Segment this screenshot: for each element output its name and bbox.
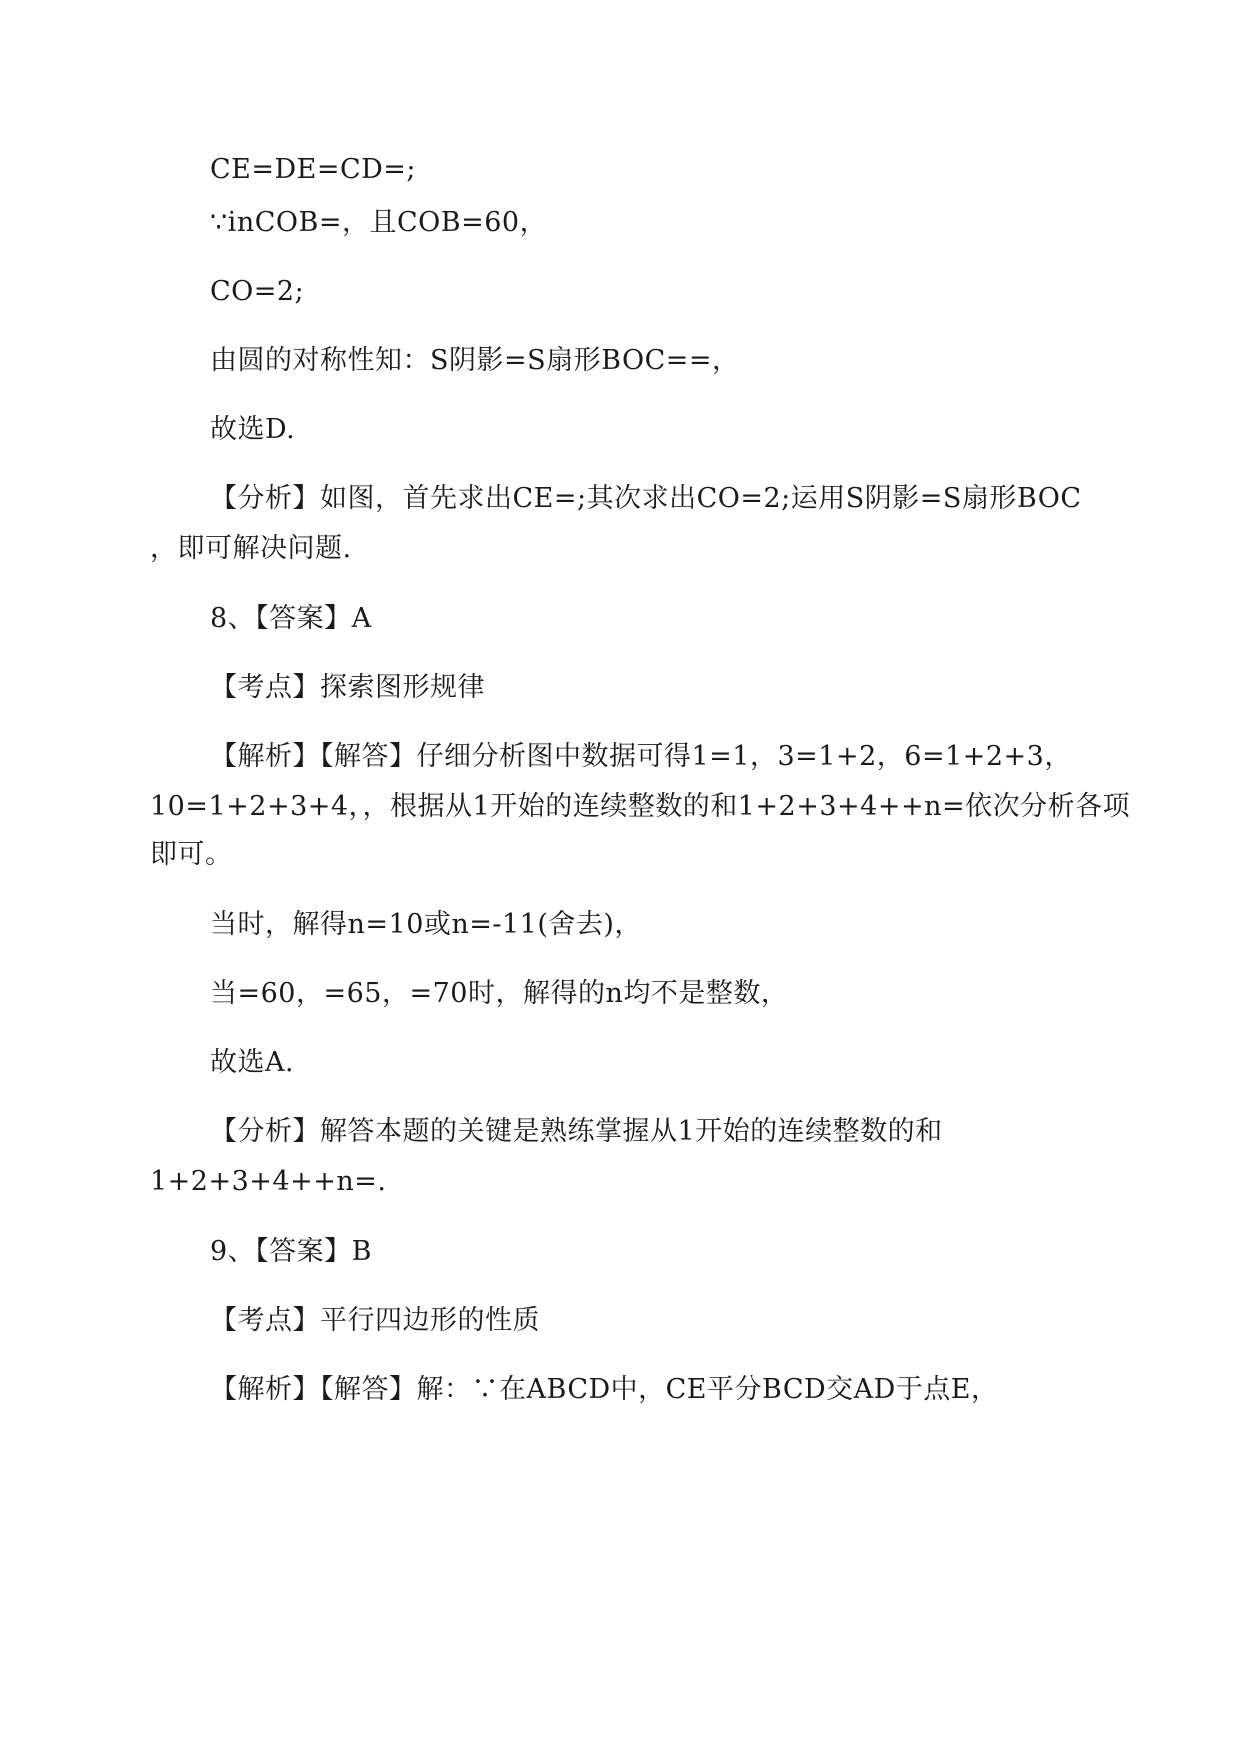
answer-heading: 9、【答案】B xyxy=(210,1236,373,1267)
topic-line: 【考点】探索图形规律 xyxy=(210,672,485,703)
text-line: 当=60，=65，=70时，解得的n均不是整数， xyxy=(210,978,789,1009)
analysis-line: 【分析】解答本题的关键是熟练掌握从1开始的连续整数的和 xyxy=(210,1116,943,1147)
answer-heading: 8、【答案】A xyxy=(210,603,372,634)
solution-line: 【解析】【解答】仔细分析图中数据可得1=1，3=1+2，6=1+2+3， xyxy=(210,741,1072,772)
text-line: ∵inCOB=，且COB=60， xyxy=(210,207,548,238)
analysis-line: ，即可解决问题. xyxy=(150,533,352,564)
text-line: 故选A. xyxy=(210,1047,295,1078)
analysis-line: 【分析】如图，首先求出CE=;其次求出CO=2;运用S阴影=S扇形BOC xyxy=(210,483,1082,514)
text-line: 故选D. xyxy=(210,414,296,445)
text-line: CO=2; xyxy=(210,276,305,307)
solution-line: 【解析】【解答】解：∵在ABCD中，CE平分BCD交AD于点E， xyxy=(210,1374,999,1405)
topic-line: 【考点】平行四边形的性质 xyxy=(210,1305,540,1336)
solution-line: 即可。 xyxy=(150,839,233,870)
text-line: 当时，解得n=10或n=-11(舍去)， xyxy=(210,909,642,940)
solution-line: 10=1+2+3+4，，根据从1开始的连续整数的和1+2+3+4++n=依次分析各项 xyxy=(150,791,1131,822)
text-line: CE=DE=CD=; xyxy=(210,154,416,185)
analysis-line: 1+2+3+4++n=. xyxy=(150,1166,387,1197)
text-line: 由圆的对称性知：S阴影=S扇形BOC==， xyxy=(210,345,740,376)
